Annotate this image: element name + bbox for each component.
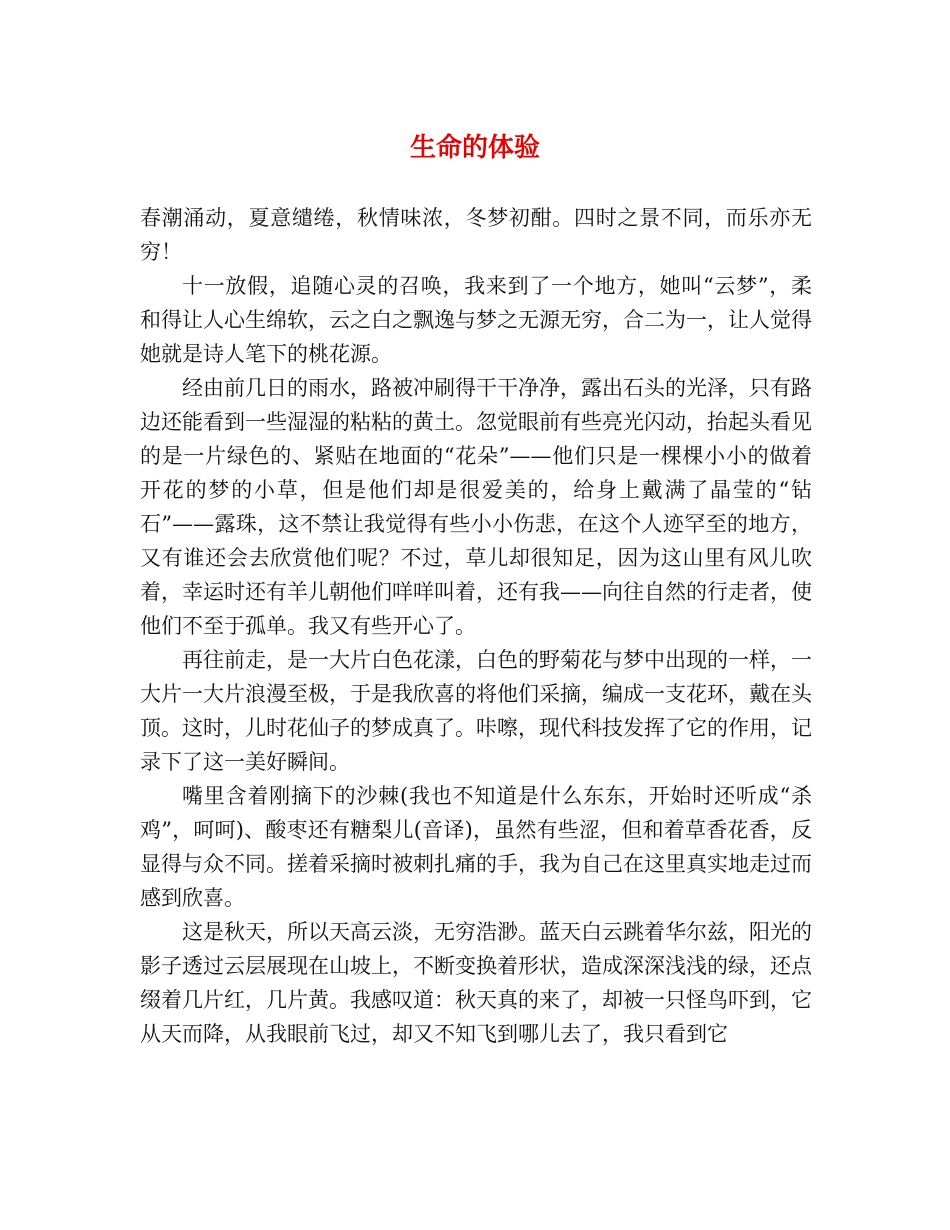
paragraph-flowers: 再往前走，是一大片白色花漾，白色的野菊花与梦中出现的一样，一大片一大片浪漫至极，于是我欣喜的将他们采摘，编成一支花环，戴在头顶。这时，儿时花仙子的梦成真了。咔嚓，现代科技发挥了它的作用，记录下了这一美好瞬间。 bbox=[140, 648, 812, 774]
paragraph-fruits: 嘴里含着刚摘下的沙棘(我也不知道是什么东东，开始时还听成“杀鸡”，呵呵)、酸枣还有糖梨儿(音译)，虽然有些涩，但和着草香花香，反显得与众不同。搓着采摘时被刺扎痛的手，我为自己在这里真实地走过而感到欣喜。 bbox=[140, 784, 812, 910]
paragraph-intro: 春潮涌动，夏意缱绻，秋情味浓，冬梦初酣。四时之景不同，而乐亦无穷！ bbox=[140, 206, 812, 264]
paragraph-autumn: 这是秋天，所以天高云淡，无穷浩渺。蓝天白云跳着华尔兹，阳光的影子透过云层展现在山坡上，不断变换着形状，造成深深浅浅的绿，还点缀着几片红，几片黄。我感叹道：秋天真的来了，却被一只怪鸟吓到，它从天而降，从我眼前飞过，却又不知飞到哪儿去了，我只看到它 bbox=[140, 920, 812, 1046]
paragraph-yunmeng: 十一放假，追随心灵的召唤，我来到了一个地方，她叫“云梦”，柔和得让人心生绵软，云之白之飘逸与梦之无源无穷，合二为一，让人觉得她就是诗人笔下的桃花源。 bbox=[140, 274, 812, 366]
paragraph-road-grass: 经由前几日的雨水，路被冲刷得干干净净，露出石头的光泽，只有路边还能看到一些湿湿的粘粘的黄土。忽觉眼前有些亮光闪动，抬起头看见的是一片绿色的、紧贴在地面的“花朵”——他们只是一棵棵小小的做着开花的梦的小草，但是他们却是很爱美的，给身上戴满了晶莹的“钻石”——露珠，这不禁让我觉得有些小小伤悲，在这个人迹罕至的地方，又有谁还会去欣赏他们呢？不过，草儿却很知足，因为这山里有风儿吹着，幸运时还有羊儿朝他们咩咩叫着，还有我——向往自然的行走者，使他们不至于孤单。我又有些开心了。 bbox=[140, 376, 812, 638]
document-title: 生命的体验 bbox=[409, 133, 540, 163]
document-body bbox=[140, 201, 812, 1051]
